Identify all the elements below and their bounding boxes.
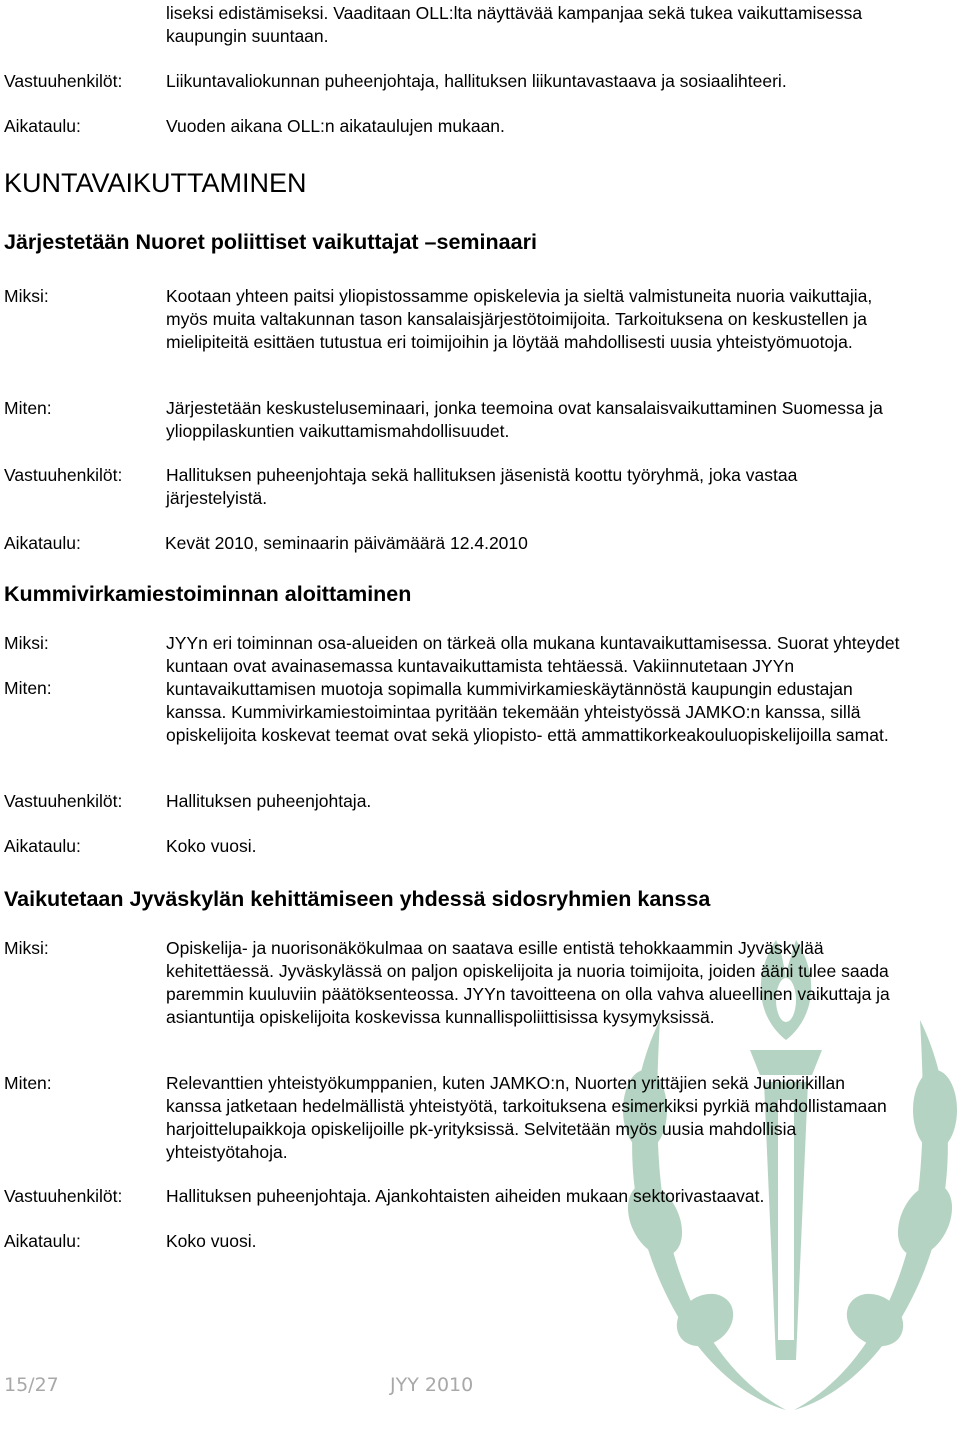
field-label: Aikataulu: (4, 836, 81, 856)
field-label: Vastuuhenkilöt: (4, 791, 123, 811)
field-value: Vuoden aikana OLL:n aikataulujen mukaan. (166, 116, 505, 136)
field-label: Vastuuhenkilöt: (4, 1186, 123, 1206)
field-label: Miten: (4, 398, 52, 418)
field-label: Miksi: (4, 938, 49, 958)
field-value: Koko vuosi. (166, 1231, 257, 1251)
field-label: Vastuuhenkilöt: (4, 465, 123, 485)
field-value: Kootaan yhteen paitsi yliopistossamme opiskelevia ja sieltä valmistuneita nuoria vaikuttajia, myös muita valtakunnan tason kansalaisjärjestötoimijoita. Tarkoituksena on keskustellen ja mielipiteitä esittäen tutustua eri toimijoihin ja löytää mahdollisesti uusia yhteistyömuotoja. (166, 286, 873, 352)
field-value: Hallituksen puheenjohtaja. (166, 791, 372, 811)
seminar-vastuu-row (4, 464, 900, 510)
jyvaskyla-aikataulu-row (4, 1230, 900, 1253)
field-value: Kevät 2010, seminaarin päivämäärä 12.4.2010 (165, 533, 528, 553)
continuation-text: liseksi edistämiseksi. Vaaditaan OLL:lta näyttävää kampanjaa sekä tukea vaikuttamisessa kaupungin suuntaan. (166, 3, 863, 46)
kummi-miksi-row (4, 632, 900, 747)
seminar-miten-row (4, 397, 900, 443)
top-vastuu-row (4, 70, 900, 93)
field-label: Aikataulu: (4, 116, 81, 136)
section-title: KUNTAVAIKUTTAMINEN (4, 168, 307, 198)
field-label: Miksi: (4, 633, 49, 653)
field-value: Hallituksen puheenjohtaja sekä hallituksen jäsenistä koottu työryhmä, joka vastaa järjestelyistä. (166, 465, 798, 508)
field-value: JYYn eri toiminnan osa-alueiden on tärkeä olla mukana kuntavaikuttamisessa. Suorat yhteydet kuntaan ovat avainasemassa kuntavaikuttamista tehtäessä. Vakiinnutetaan JYYn kuntavaikuttamisen muotoja sopimalla kummivirkamieskäytännöstä kaupungin edustajan kanssa. Kummivirkamiestoimintaa pyritään tekemään yhteistyössä JAMKO:n kanssa, sillä opiskelijoita koskevat teemat ovat sekä yliopisto- että ammattikorkeakouluopiskelijoilla samat. (166, 633, 900, 745)
field-value: Liikuntavaliokunnan puheenjohtaja, hallituksen liikuntavastaava ja sosiaalihteeri. (166, 71, 787, 91)
field-label: Miten: (4, 678, 52, 698)
field-label: Miten: (4, 1073, 52, 1093)
field-value: Koko vuosi. (166, 836, 257, 856)
field-value: Järjestetään keskusteluseminaari, jonka teemoina ovat kansalaisvaikuttaminen Suomessa ja ylioppilaskuntien vaikuttamismahdollisuudet. (166, 398, 883, 441)
continuation-row (4, 2, 900, 48)
field-value: Relevanttien yhteistyökumppanien, kuten JAMKO:n, Nuorten yrittäjien sekä Juniorikillan kanssa jatketaan hedelmällistä yhteistyötä, tarkoituksena esimerkiksi pyrkiä mahdollistamaan harjoittelupaikkoja opiskelijoille pk-yrityksissä. Selvitetään myös uusia mahdollisia yhteistyötahoja. (166, 1073, 887, 1162)
field-label: Aikataulu: (4, 1231, 81, 1251)
field-label: Miksi: (4, 286, 49, 306)
jyvaskyla-miten-row (4, 1072, 900, 1164)
field-label: Vastuuhenkilöt: (4, 71, 123, 91)
field-label: Aikataulu: (4, 533, 81, 553)
seminar-miksi-row (4, 285, 900, 354)
field-value: Hallituksen puheenjohtaja. Ajankohtaisten aiheiden mukaan sektorivastaavat. (166, 1186, 765, 1206)
jyvaskyla-heading: Vaikutetaan Jyväskylän kehittämiseen yhdessä sidosryhmien kanssa (4, 887, 711, 911)
kummi-vastuu-row (4, 790, 900, 813)
seminar-heading: Järjestetään Nuoret poliittiset vaikuttajat –seminaari (4, 230, 537, 254)
field-value: Opiskelija- ja nuorisonäkökulmaa on saatava esille entistä tehokkaammin Jyväskylää kehitettäessä. Jyväskylässä on paljon opiskelijoita ja nuoria toimijoita, joiden ääni tulee saada paremmin kuuluviin päätöksenteossa. JYYn tavoitteena on olla vahva alueellinen vaikuttaja ja asiantuntija opiskelijoita koskevissa kunnallispoliittisissa kysymyksissä. (166, 938, 890, 1027)
jyvaskyla-miksi-row (4, 937, 900, 1029)
seminar-aikataulu-row (4, 532, 900, 555)
kummi-aikataulu-row (4, 835, 900, 858)
jyvaskyla-vastuu-row (4, 1185, 900, 1208)
page-number: 15/27 (4, 1374, 59, 1396)
top-aikataulu-row (4, 115, 900, 138)
kummi-heading: Kummivirkamiestoiminnan aloittaminen (4, 582, 412, 606)
footer-org: JYY 2010 (390, 1374, 474, 1396)
